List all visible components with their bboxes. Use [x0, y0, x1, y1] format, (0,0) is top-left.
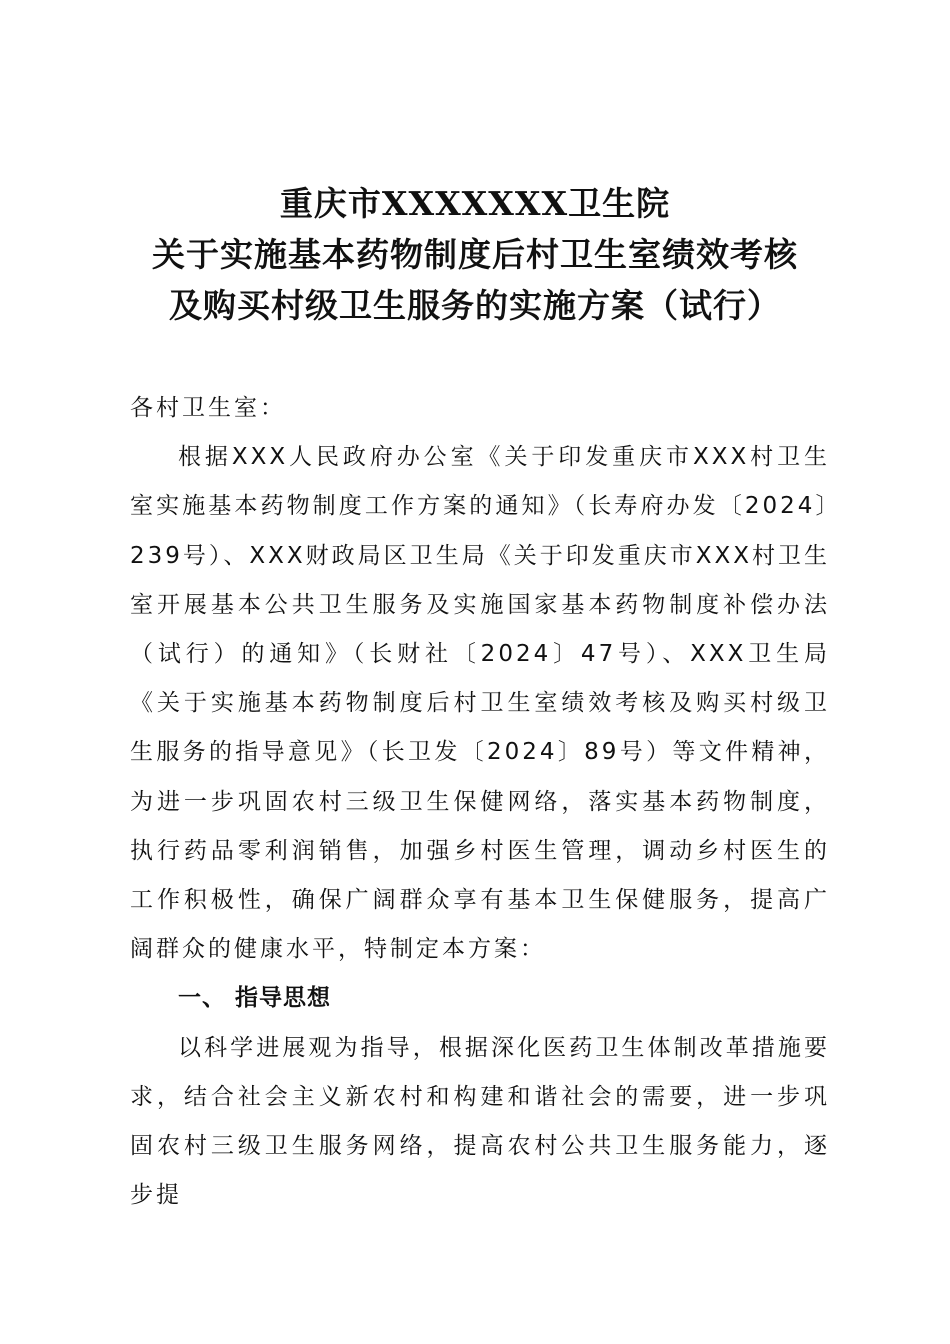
intro-paragraph: 根据XXX人民政府办公室《关于印发重庆市XXX村卫生室实施基本药物制度工作方案的通知》（长寿府办发〔2024〕239号）、XXX财政局区卫生局《关于印发重庆市XXX村卫生室开展基本公共卫生服务及实施国家基本药物制度补偿办法（试行）的通知》（长财社〔2024〕47号）、XXX卫生局《关于实施基本药物制度后村卫生室绩效考核及购买村级卫生服务的指导意见》（长卫发〔2024〕89号）等文件精神，为进一步巩固农村三级卫生保健网络，落实基本药物制度，执行药品零利润销售，加强乡村医生管理，调动乡村医生的工作积极性，确保广阔群众享有基本卫生保健服务，提高广阔群众的健康水平，特制定本方案： [130, 444, 830, 963]
section-heading: 一、 指导思想 [178, 985, 332, 1012]
title-line-1: 重庆市XXXXXXX卫生院 [279, 184, 671, 223]
title-line-3: 及购买村级卫生服务的实施方案（试行） [169, 286, 781, 325]
document-title [0, 178, 950, 331]
guiding-paragraph: 以科学进展观为指导，根据深化医药卫生体制改革措施要求，结合社会主义新农村和构建和谐社会的需要，进一步巩固农村三级卫生服务网络，提高农村公共卫生服务能力，逐步提 [130, 1034, 830, 1209]
document-body [130, 384, 830, 1220]
salutation: 各村卫生室： [130, 395, 286, 421]
title-line-2: 关于实施基本药物制度后村卫生室绩效考核 [152, 235, 798, 274]
